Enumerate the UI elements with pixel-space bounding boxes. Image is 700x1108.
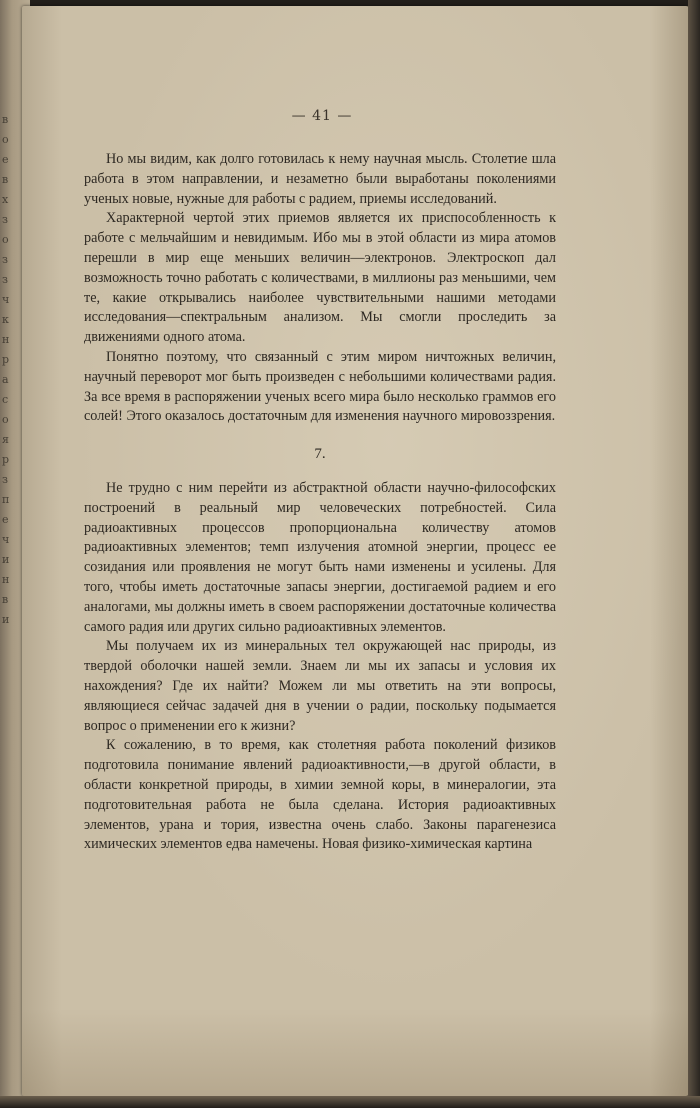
book-right-edge [688,0,700,1108]
paragraph: Но мы видим, как долго готовилась к нему научная мысль. Столетие шла работа в этом направлении, и незаметно были выработаны поколениями ученых новые, нужные для работы с радием, приемы исследований. [84,151,556,207]
paragraph: К сожалению, в то время, как столетняя работа поколений физиков подготовила понимание явлений радиоактивности,—в другой области, в области конкретной природы, в химии земной коры, в минералогии, эта подготовительная работа не была сделана. История радиоактивных элементов, урана и тория, известна очень слабо. Законы парагенезиса химических элементов едва намечены. Новая физико-химическая картина [84,737,556,853]
paragraph: Мы получаем их из минеральных тел окружающей нас природы, из твердой оболочки нашей земли. Знаем ли мы их запасы и условия их нахождения? Где их найти? Можем ли мы ответить на эти вопросы, являющиеся сейчас задачей дня в учении о радии, поскольку подымается вопрос о применении его к жизни? [84,638,556,734]
section-number: 7. [314,446,326,463]
paragraph: Понятно поэтому, что связанный с этим миром ничтожных величин, научный переворот мог быть произведен с небольшими количествами радия. За все время в распоряжении ученых всего мира было несколько граммов его солей! Этого оказалось достаточным для изменения научного мировоззрения. [84,348,556,425]
previous-page-text-fragments: в о е в х з о з з ч к н р а с о я р з п е ч и н в и [2,113,10,626]
book-bottom-edge [0,1096,700,1108]
paragraph: Характерной чертой этих приемов является их приспособленность к работе с мельчайшим и невидимым. Ибо мы в этой области из мира атомов перешли в мир еще меньших величин—электронов. Электроскоп дал возможность точно работать с количествами, в миллионы раз меньшими, чем те, какие открывались наиболее чувствительными нашими методами исследования—спектральным анализом. Мы смогли проследить за движениями одного атома. [84,210,556,346]
page-body [84,150,556,855]
page-number: — 41 — [291,108,353,124]
book-page [22,6,690,1096]
paragraph: Не трудно с ним перейти из абстрактной области научно-философских построений в реальный мир человеческих потребностей. Сила радиоактивных процессов пропорциональна количеству атомов радиоактивных элементов; темп излучения атомной энергии, процесс ее созидания или проявления не могут быть нами изменены и усилены. Для того, чтобы иметь достаточные запасы энергии, достигаемой радием и его аналогами, мы должны иметь в своем распоряжении достаточные количества самого радия или других сильно радиоактивных элементов. [84,479,556,635]
